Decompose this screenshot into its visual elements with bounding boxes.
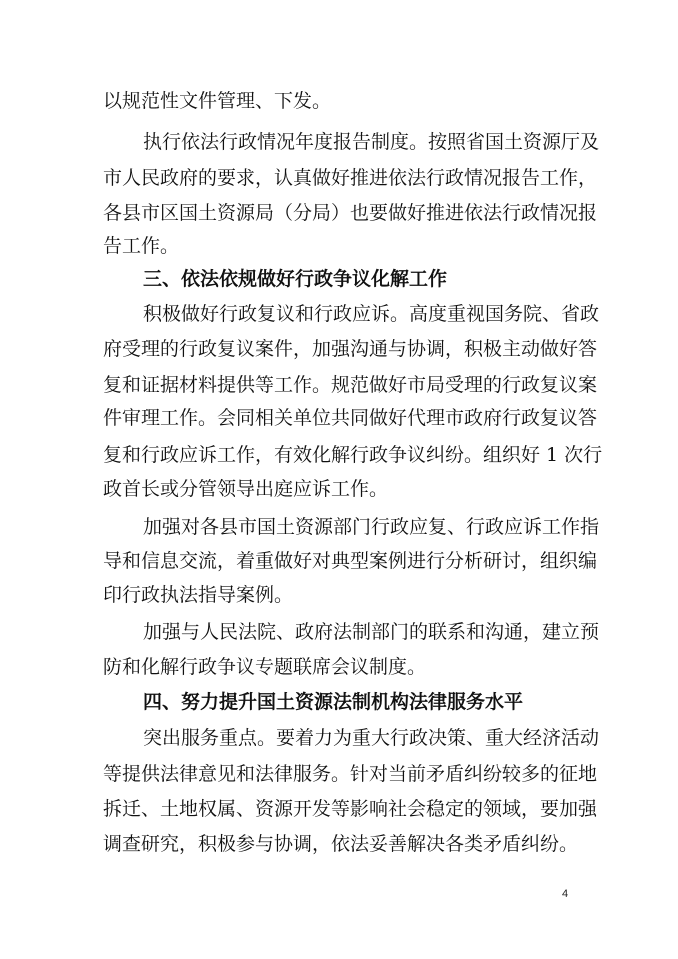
paragraph-line: 执行依法行政情况年度报告制度。按照省国土资源厅及 — [143, 131, 600, 153]
paragraph-line: 府受理的行政复议案件，加强沟通与协调，积极主动做好答 — [103, 338, 598, 360]
paragraph-line: 复和行政应诉工作，有效化解行政争议纠纷。组织好 1 次行 — [103, 444, 603, 466]
paragraph-line: 政首长或分管领导出庭应诉工作。 — [103, 478, 389, 500]
paragraph-line: 件审理工作。会同相关单位共同做好代理市政府行政复议答 — [103, 407, 598, 429]
paragraph-line: 告工作。 — [103, 235, 180, 257]
paragraph-line: 突出服务重点。要着力为重大行政决策、重大经济活动 — [143, 727, 600, 749]
paragraph-line: 防和化解行政争议专题联席会议制度。 — [103, 656, 427, 678]
section-heading: 三、依法依规做好行政争议化解工作 — [143, 268, 448, 290]
paragraph-line: 印行政执法指导案例。 — [103, 584, 294, 606]
section-heading: 四、努力提升国土资源法制机构法律服务水平 — [143, 691, 524, 713]
paragraph-line: 以规范性文件管理、下发。 — [103, 90, 332, 112]
page-number: 4 — [562, 888, 569, 900]
paragraph-line: 各县市区国土资源局（分局）也要做好推进依法行政情况报 — [103, 202, 598, 224]
paragraph-line: 加强与人民法院、政府法制部门的联系和沟通，建立预 — [143, 621, 600, 643]
paragraph-line: 等提供法律意见和法律服务。针对当前矛盾纠纷较多的征地 — [103, 763, 598, 785]
paragraph-line: 拆迁、土地权属、资源开发等影响社会稳定的领域，要加强 — [103, 798, 598, 820]
paragraph-line: 导和信息交流，着重做好对典型案例进行分析研讨，组织编 — [103, 550, 598, 572]
paragraph-line: 复和证据材料提供等工作。规范做好市局受理的行政复议案 — [103, 374, 598, 396]
paragraph-line: 积极做好行政复议和行政应诉。高度重视国务院、省政 — [143, 303, 600, 325]
paragraph-line: 调查研究，积极参与协调，依法妥善解决各类矛盾纠纷。 — [103, 833, 579, 855]
paragraph-line: 市人民政府的要求，认真做好推进依法行政情况报告工作， — [103, 167, 598, 189]
paragraph-line: 加强对各县市国土资源部门行政应复、行政应诉工作指 — [143, 516, 600, 538]
